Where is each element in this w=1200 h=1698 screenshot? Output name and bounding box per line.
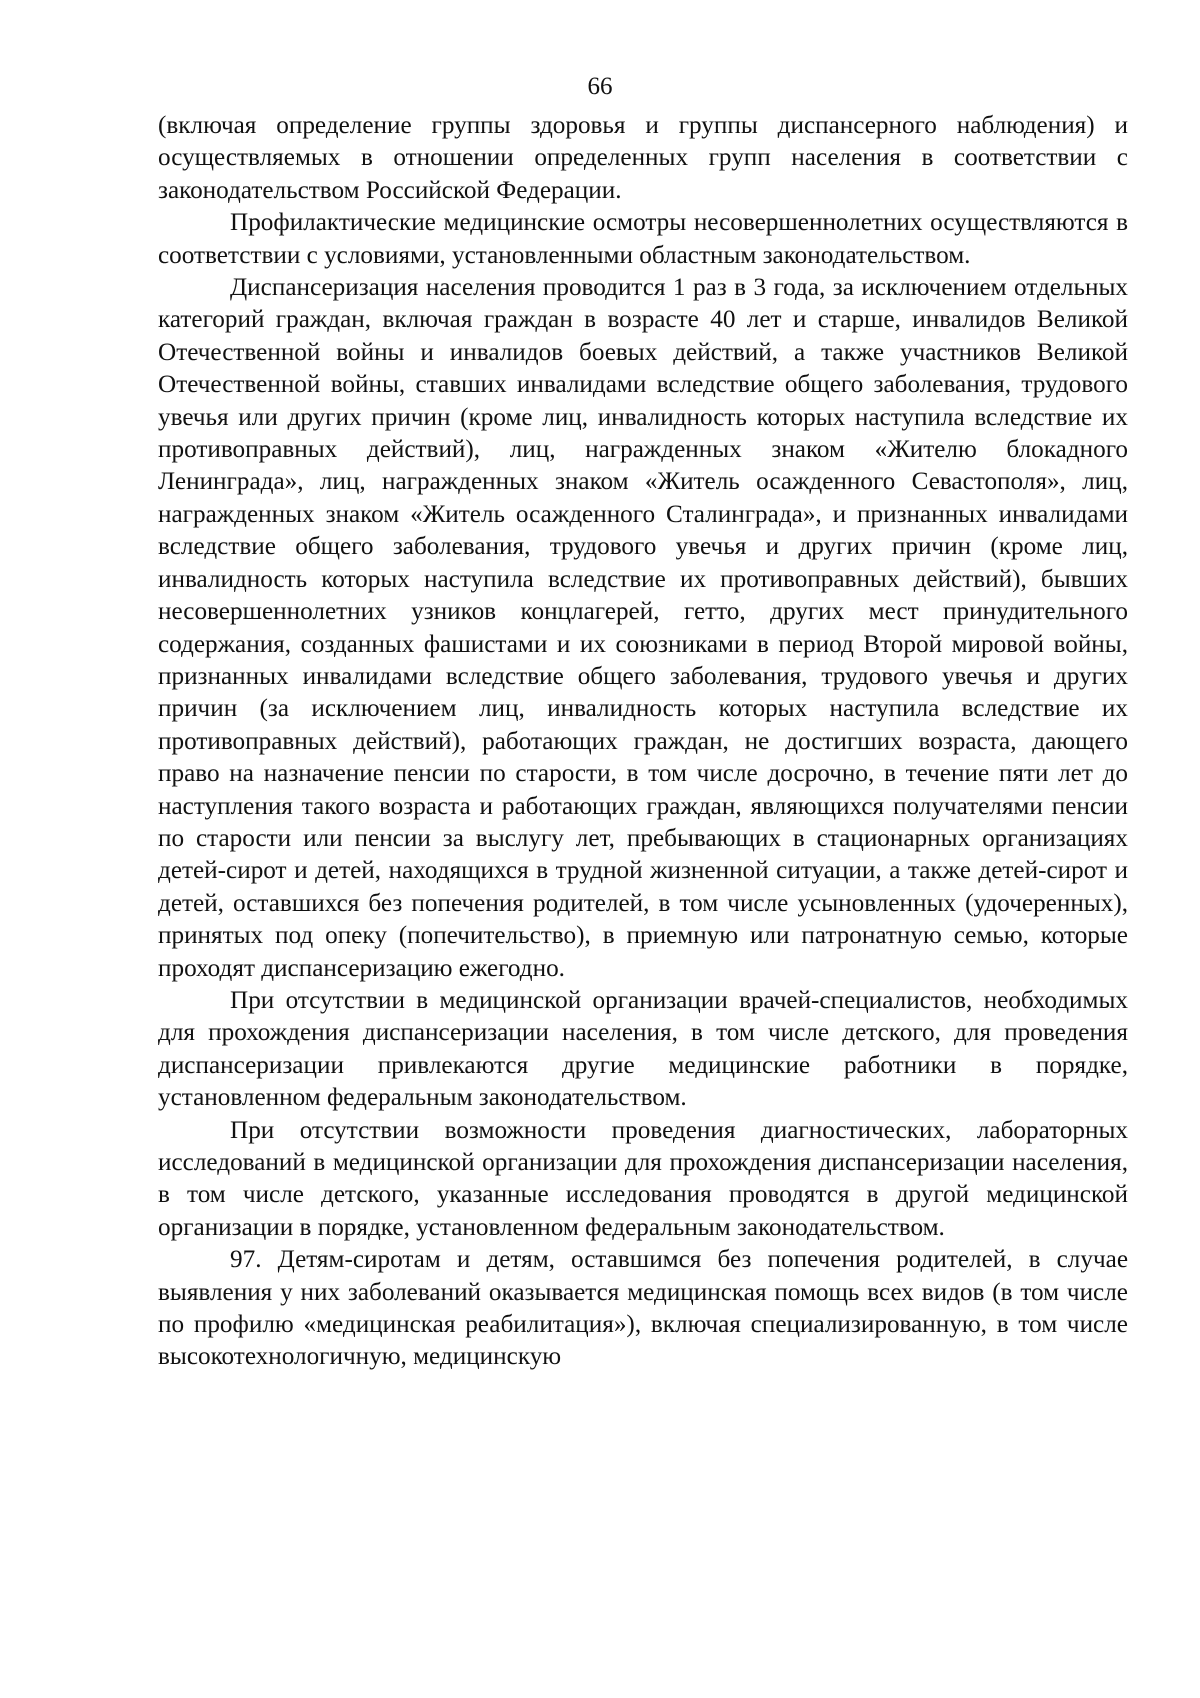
page-number: 66	[587, 73, 613, 100]
paragraph-item-97: 97. Детям-сиротам и детям, оставшимся без попечения родителей, в случае выявления у них заболеваний оказывается медицинская помощь всех видов (в том числе по профилю «медицинская реабилитация»), включая специализированную, в том числе высокотехнологичную, медицинскую	[158, 1246, 1128, 1371]
paragraph-dispensarization-frequency: Диспансеризация населения проводится 1 раз в 3 года, за исключением отдельных категорий граждан, включая граждан в возрасте 40 лет и старше, инвалидов Великой Отечественной войны и инвалидов боевых действий, а также участников Великой Отечественной войны, ставших инвалидами вследствие общего заболевания, трудового увечья или других причин (кроме лиц, инвалидность которых наступила вследствие их противоправных действий), лиц, награжденных знаком «Жителю блокадного Ленинграда», лиц, награжденных знаком «Житель осажденного Севастополя», лиц, награжденных знаком «Житель осажденного Сталинграда», и признанных инвалидами вследствие общего заболевания, трудового увечья и других причин (кроме лиц, инвалидность которых наступила вследствие их противоправных действий), бывших несовершеннолетних узников концлагерей, гетто, других мест принудительного содержания, созданных фашистами и их союзниками в период Второй мировой войны, признанных инвалидами вследствие общего заболевания, трудового увечья и других причин (за исключением лиц, инвалидность которых наступила вследствие их противоправных действий), работающих граждан, не достигших возраста, дающего право на назначение пенсии по старости, в том числе досрочно, в течение пяти лет до наступления такого возраста и работающих граждан, являющихся получателями пенсии по старости или пенсии за выслугу лет, пребывающих в стационарных организациях детей-сирот и детей, находящихся в трудной жизненной ситуации, а также детей-сирот и детей, оставшихся без попечения родителей, в том числе усыновленных (удочеренных), принятых под опеку (попечительство), в приемную или патронатную семью, которые проходят диспансеризацию ежегодно.	[158, 274, 1128, 982]
paragraph-preventive-exams: Профилактические медицинские осмотры несовершеннолетних осуществляются в соответствии с условиями, установленными областным законодательством.	[158, 209, 1128, 269]
paragraph-continuation: (включая определение группы здоровья и группы диспансерного наблюдения) и осуществляемых в отношении определенных групп населения в соответствии с законодательством Российской Федерации.	[158, 112, 1128, 204]
paragraph-missing-diagnostics: При отсутствии возможности проведения диагностических, лабораторных исследований в медицинской организации для прохождения диспансеризации населения, в том числе детского, указанные исследования проводятся в другой медицинской организации в порядке, установленном федеральным законодательством.	[158, 1116, 1128, 1241]
document-body	[158, 110, 1128, 1374]
paragraph-missing-specialists: При отсутствии в медицинской организации врачей-специалистов, необходимых для прохождения диспансеризации населения, в том числе детского, для проведения диспансеризации привлекаются другие медицинские работники в порядке, установленном федеральным законодательством.	[158, 986, 1128, 1112]
